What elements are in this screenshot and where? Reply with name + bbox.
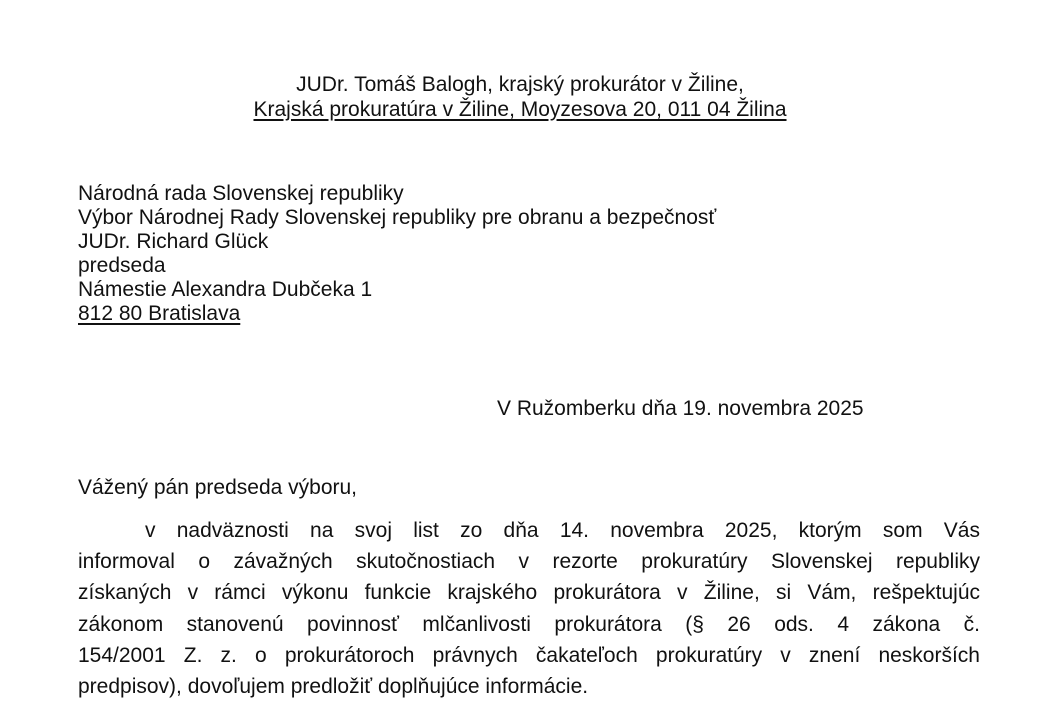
recipient-postal-city: 812 80 Bratislava [78,302,241,325]
recipient-line [78,302,716,326]
recipient-line: Námestie Alexandra Dubčeka 1 [78,278,373,301]
body-line: v nadväznosti na svoj list zo dňa 14. novembra 2025, ktorým som Vás [145,519,980,542]
body-line: informoval o závažných skutočnostiach v rezorte prokuratúry Slovenskej republiky [78,550,980,574]
recipient-line: Výbor Národnej Rady Slovenskej republiky pre obranu a bezpečnosť [78,206,717,229]
body-line: zákonom stanovenú povinnosť mlčanlivosti prokurátora (§ 26 ods. 4 zákona č. [78,612,980,636]
sender-name-line: JUDr. Tomáš Balogh, krajský prokurátor v Žiline, [296,73,744,96]
body-line: 154/2001 Z. z. o prokurátoroch právnych čakateľoch prokuratúry v znení neskorších [78,643,980,667]
recipient-address-block [78,182,716,326]
body-line: získaných v rámci výkonu funkcie krajského prokurátora v Žiline, si Vám, rešpektujúc [78,581,980,605]
body-line: predpisov), dovoľujem predložiť doplňujúce informácie. [78,674,589,698]
recipient-line: predseda [78,254,166,277]
sender-address-line: Krajská prokuratúra v Žiline, Moyzesova 20, 011 04 Žilina [253,98,787,121]
date-line: V Ružomberku dňa 19. novembra 2025 [497,397,864,420]
recipient-line: Národná rada Slovenskej republiky [78,182,404,205]
letter-body-paragraph [78,519,980,706]
salutation: Vážený pán predseda výboru, [78,476,358,499]
recipient-line: JUDr. Richard Glück [78,230,269,253]
